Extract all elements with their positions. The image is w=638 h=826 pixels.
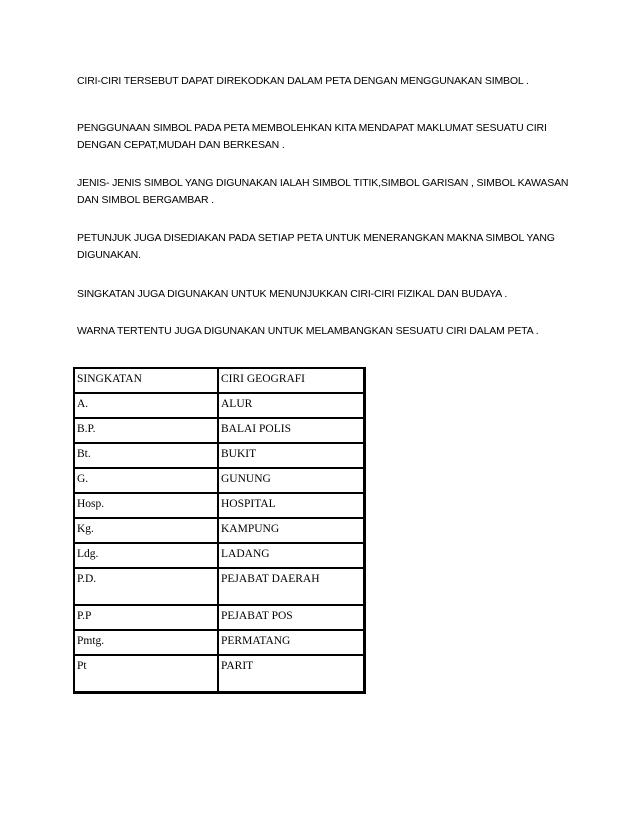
feature-cell: LADANG	[218, 543, 364, 568]
abbreviation-cell: G.	[74, 468, 218, 493]
table-row	[74, 630, 364, 655]
feature-cell: KAMPUNG	[218, 518, 364, 543]
abbreviation-cell: P.P	[74, 605, 218, 630]
table-row	[74, 655, 364, 692]
table-row	[74, 393, 364, 418]
abbreviation-cell: Pt	[74, 655, 218, 692]
table-row	[74, 518, 364, 543]
abbreviation-cell: Kg.	[74, 518, 218, 543]
abbreviation-cell: B.P.	[74, 418, 218, 443]
header-ciri-geografi: CIRI GEOGRAFI	[218, 368, 364, 393]
table-row	[74, 493, 364, 518]
table-row	[74, 543, 364, 568]
table-row	[74, 443, 364, 468]
abbreviation-table-container	[73, 367, 366, 694]
feature-cell: PEJABAT POS	[218, 605, 364, 630]
feature-cell: BUKIT	[218, 443, 364, 468]
table-row	[74, 418, 364, 443]
feature-cell: ALUR	[218, 393, 364, 418]
table-row	[74, 468, 364, 493]
feature-cell: PERMATANG	[218, 630, 364, 655]
paragraph-legend: PETUNJUK JUGA DISEDIAKAN PADA SETIAP PETA UNTUK MENERANGKAN MAKNA SIMBOL YANG DIGUNAKAN.	[77, 232, 555, 261]
abbreviation-cell: A.	[74, 393, 218, 418]
paragraph-symbol-usage: PENGGUNAAN SIMBOL PADA PETA MEMBOLEHKAN KITA MENDAPAT MAKLUMAT SESUATU CIRI DENGAN CEPAT,MUDAH DAN BERKESAN .	[77, 122, 547, 151]
paragraph-abbreviations: SINGKATAN JUGA DIGUNAKAN UNTUK MENUNJUKKAN CIRI-CIRI FIZIKAL DAN BUDAYA .	[77, 288, 508, 300]
feature-cell: PARIT	[218, 655, 364, 692]
paragraph-symbol-types: JENIS- JENIS SIMBOL YANG DIGUNAKAN IALAH SIMBOL TITIK,SIMBOL GARISAN , SIMBOL KAWASAN DAN SIMBOL BERGAMBAR .	[77, 177, 569, 206]
abbreviation-cell: Pmtg.	[74, 630, 218, 655]
header-singkatan: SINGKATAN	[74, 368, 218, 393]
feature-cell: HOSPITAL	[218, 493, 364, 518]
abbreviation-cell: Hosp.	[74, 493, 218, 518]
paragraph-colors: WARNA TERTENTU JUGA DIGUNAKAN UNTUK MELAMBANGKAN SESUATU CIRI DALAM PETA .	[77, 325, 539, 337]
abbreviation-cell: Bt.	[74, 443, 218, 468]
table-row	[74, 568, 364, 605]
abbreviation-cell: Ldg.	[74, 543, 218, 568]
abbreviation-table	[73, 367, 366, 694]
feature-cell: BALAI POLIS	[218, 418, 364, 443]
feature-cell: PEJABAT DAERAH	[218, 568, 364, 605]
table-row	[74, 605, 364, 630]
abbreviation-cell: P.D.	[74, 568, 218, 605]
paragraph-symbols-recorded: CIRI-CIRI TERSEBUT DAPAT DIREKODKAN DALAM PETA DENGAN MENGGUNAKAN SIMBOL .	[77, 75, 529, 87]
table-header-row	[74, 368, 364, 393]
feature-cell: GUNUNG	[218, 468, 364, 493]
